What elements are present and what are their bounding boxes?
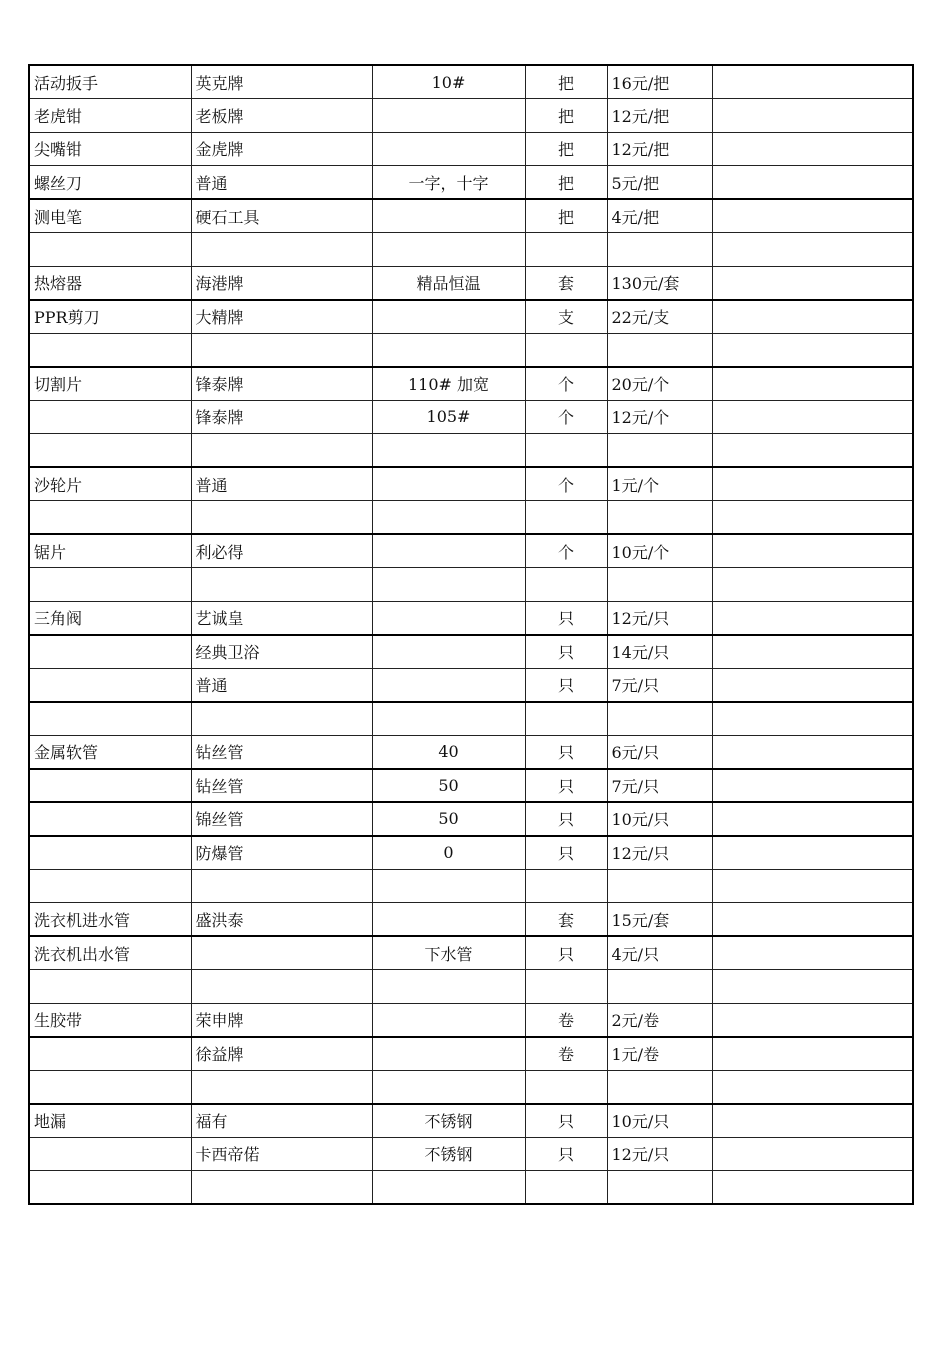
unit-cell: [525, 1171, 607, 1205]
table-row: [29, 601, 913, 635]
unit-cell: 套: [525, 266, 607, 300]
unit-cell: [525, 568, 607, 602]
spec-cell: 50: [372, 802, 525, 836]
note-cell: [712, 367, 913, 401]
item-name-cell: 沙轮片: [29, 467, 191, 501]
note-cell: [712, 802, 913, 836]
brand-cell: [191, 568, 372, 602]
brand-cell: 利必得: [191, 534, 372, 568]
note-cell: [712, 836, 913, 870]
spec-cell: 0: [372, 836, 525, 870]
item-name-cell: [29, 635, 191, 669]
price-cell: 130元/套: [607, 266, 712, 300]
unit-cell: 只: [525, 668, 607, 702]
price-cell: [607, 333, 712, 367]
note-cell: [712, 1037, 913, 1071]
note-cell: [712, 233, 913, 267]
table-row: [29, 802, 913, 836]
item-name-cell: 螺丝刀: [29, 166, 191, 200]
brand-cell: 大精牌: [191, 300, 372, 334]
spec-cell: [372, 1003, 525, 1037]
price-cell: [607, 970, 712, 1004]
spec-cell: [372, 568, 525, 602]
brand-cell: 普通: [191, 467, 372, 501]
table-row: [29, 769, 913, 803]
note-cell: [712, 333, 913, 367]
brand-cell: [191, 1171, 372, 1205]
price-cell: 4元/把: [607, 199, 712, 233]
spec-cell: [372, 970, 525, 1004]
brand-cell: 盛洪泰: [191, 903, 372, 937]
unit-cell: 只: [525, 1137, 607, 1171]
note-cell: [712, 769, 913, 803]
table-row: [29, 1104, 913, 1138]
note-cell: [712, 166, 913, 200]
item-name-cell: [29, 434, 191, 468]
item-name-cell: [29, 568, 191, 602]
table-row: [29, 266, 913, 300]
spec-cell: 50: [372, 769, 525, 803]
brand-cell: [191, 1070, 372, 1104]
price-list-body: [29, 65, 913, 1204]
note-cell: [712, 702, 913, 736]
price-cell: [607, 1070, 712, 1104]
brand-cell: 海港牌: [191, 266, 372, 300]
spec-cell: [372, 233, 525, 267]
price-cell: [607, 869, 712, 903]
spec-cell: [372, 668, 525, 702]
unit-cell: 只: [525, 836, 607, 870]
brand-cell: [191, 434, 372, 468]
unit-cell: 把: [525, 99, 607, 133]
price-cell: 2元/卷: [607, 1003, 712, 1037]
table-row: [29, 668, 913, 702]
brand-cell: 锦丝管: [191, 802, 372, 836]
note-cell: [712, 65, 913, 99]
unit-cell: 只: [525, 1104, 607, 1138]
table-row: [29, 99, 913, 133]
spec-cell: [372, 501, 525, 535]
spec-cell: [372, 333, 525, 367]
table-row: [29, 836, 913, 870]
unit-cell: 卷: [525, 1037, 607, 1071]
item-name-cell: 测电笔: [29, 199, 191, 233]
unit-cell: [525, 501, 607, 535]
brand-cell: 锋泰牌: [191, 400, 372, 434]
spec-cell: [372, 99, 525, 133]
item-name-cell: 洗衣机进水管: [29, 903, 191, 937]
item-name-cell: 地漏: [29, 1104, 191, 1138]
spec-cell: [372, 534, 525, 568]
note-cell: [712, 266, 913, 300]
brand-cell: 防爆管: [191, 836, 372, 870]
table-row: [29, 300, 913, 334]
table-row: [29, 1171, 913, 1205]
brand-cell: 金虎牌: [191, 132, 372, 166]
item-name-cell: 尖嘴钳: [29, 132, 191, 166]
spec-cell: [372, 702, 525, 736]
table-row: [29, 367, 913, 401]
note-cell: [712, 668, 913, 702]
item-name-cell: [29, 1137, 191, 1171]
brand-cell: 卡西帝偌: [191, 1137, 372, 1171]
unit-cell: 只: [525, 769, 607, 803]
price-cell: 15元/套: [607, 903, 712, 937]
item-name-cell: [29, 769, 191, 803]
price-cell: 12元/只: [607, 601, 712, 635]
note-cell: [712, 903, 913, 937]
spec-cell: 一字，十字: [372, 166, 525, 200]
unit-cell: 只: [525, 601, 607, 635]
note-cell: [712, 132, 913, 166]
brand-cell: 艺诚皇: [191, 601, 372, 635]
note-cell: [712, 99, 913, 133]
table-row: [29, 400, 913, 434]
unit-cell: [525, 1070, 607, 1104]
price-cell: 12元/只: [607, 1137, 712, 1171]
spec-cell: [372, 635, 525, 669]
note-cell: [712, 1003, 913, 1037]
price-cell: [607, 568, 712, 602]
price-cell: 1元/个: [607, 467, 712, 501]
price-cell: 10元/个: [607, 534, 712, 568]
brand-cell: 老板牌: [191, 99, 372, 133]
unit-cell: 个: [525, 534, 607, 568]
table-row: [29, 903, 913, 937]
brand-cell: [191, 970, 372, 1004]
note-cell: [712, 601, 913, 635]
brand-cell: 荣申牌: [191, 1003, 372, 1037]
table-row: [29, 467, 913, 501]
note-cell: [712, 300, 913, 334]
table-row: [29, 132, 913, 166]
unit-cell: [525, 970, 607, 1004]
item-name-cell: [29, 400, 191, 434]
item-name-cell: 热熔器: [29, 266, 191, 300]
brand-cell: 硬石工具: [191, 199, 372, 233]
unit-cell: [525, 333, 607, 367]
spec-cell: [372, 467, 525, 501]
item-name-cell: [29, 1171, 191, 1205]
item-name-cell: 生胶带: [29, 1003, 191, 1037]
table-row: [29, 1037, 913, 1071]
price-cell: 7元/只: [607, 668, 712, 702]
note-cell: [712, 400, 913, 434]
item-name-cell: 洗衣机出水管: [29, 936, 191, 970]
item-name-cell: [29, 702, 191, 736]
note-cell: [712, 501, 913, 535]
brand-cell: [191, 333, 372, 367]
brand-cell: 福有: [191, 1104, 372, 1138]
brand-cell: [191, 702, 372, 736]
spec-cell: [372, 300, 525, 334]
table-row: [29, 869, 913, 903]
unit-cell: [525, 434, 607, 468]
price-cell: [607, 501, 712, 535]
brand-cell: 英克牌: [191, 65, 372, 99]
note-cell: [712, 1104, 913, 1138]
table-row: [29, 936, 913, 970]
item-name-cell: [29, 501, 191, 535]
unit-cell: 卷: [525, 1003, 607, 1037]
price-cell: [607, 233, 712, 267]
note-cell: [712, 1137, 913, 1171]
price-cell: 6元/只: [607, 735, 712, 769]
note-cell: [712, 568, 913, 602]
item-name-cell: 切割片: [29, 367, 191, 401]
note-cell: [712, 434, 913, 468]
spec-cell: [372, 132, 525, 166]
price-cell: 20元/个: [607, 367, 712, 401]
item-name-cell: [29, 802, 191, 836]
unit-cell: [525, 869, 607, 903]
table-row: [29, 1070, 913, 1104]
unit-cell: 支: [525, 300, 607, 334]
item-name-cell: [29, 836, 191, 870]
price-cell: 7元/只: [607, 769, 712, 803]
note-cell: [712, 970, 913, 1004]
price-cell: [607, 434, 712, 468]
spec-cell: [372, 903, 525, 937]
note-cell: [712, 534, 913, 568]
brand-cell: 钻丝管: [191, 735, 372, 769]
brand-cell: [191, 501, 372, 535]
price-cell: 22元/支: [607, 300, 712, 334]
spec-cell: 下水管: [372, 936, 525, 970]
item-name-cell: 老虎钳: [29, 99, 191, 133]
spec-cell: [372, 434, 525, 468]
spec-cell: [372, 1037, 525, 1071]
price-cell: 14元/只: [607, 635, 712, 669]
table-row: [29, 970, 913, 1004]
table-row: [29, 434, 913, 468]
table-row: [29, 333, 913, 367]
table-row: [29, 501, 913, 535]
item-name-cell: 锯片: [29, 534, 191, 568]
item-name-cell: [29, 1037, 191, 1071]
item-name-cell: PPR剪刀: [29, 300, 191, 334]
price-cell: 12元/把: [607, 132, 712, 166]
unit-cell: 把: [525, 199, 607, 233]
unit-cell: 把: [525, 65, 607, 99]
brand-cell: 徐益牌: [191, 1037, 372, 1071]
price-cell: 5元/把: [607, 166, 712, 200]
spec-cell: 不锈钢: [372, 1137, 525, 1171]
table-row: [29, 635, 913, 669]
table-row: [29, 1003, 913, 1037]
note-cell: [712, 199, 913, 233]
spec-cell: 精品恒温: [372, 266, 525, 300]
item-name-cell: 活动扳手: [29, 65, 191, 99]
unit-cell: 把: [525, 132, 607, 166]
note-cell: [712, 869, 913, 903]
price-cell: 10元/只: [607, 1104, 712, 1138]
item-name-cell: [29, 333, 191, 367]
item-name-cell: [29, 668, 191, 702]
price-cell: 12元/只: [607, 836, 712, 870]
spec-cell: 40: [372, 735, 525, 769]
table-row: [29, 166, 913, 200]
note-cell: [712, 1171, 913, 1205]
price-cell: [607, 1171, 712, 1205]
unit-cell: [525, 233, 607, 267]
price-cell: 12元/个: [607, 400, 712, 434]
note-cell: [712, 467, 913, 501]
unit-cell: 只: [525, 735, 607, 769]
brand-cell: 经典卫浴: [191, 635, 372, 669]
item-name-cell: [29, 1070, 191, 1104]
brand-cell: 普通: [191, 668, 372, 702]
unit-cell: 套: [525, 903, 607, 937]
unit-cell: 把: [525, 166, 607, 200]
unit-cell: 只: [525, 936, 607, 970]
item-name-cell: [29, 970, 191, 1004]
note-cell: [712, 635, 913, 669]
price-list-table: [28, 64, 914, 1205]
price-cell: [607, 702, 712, 736]
brand-cell: 锋泰牌: [191, 367, 372, 401]
spec-cell: [372, 869, 525, 903]
unit-cell: 个: [525, 467, 607, 501]
brand-cell: 普通: [191, 166, 372, 200]
brand-cell: [191, 936, 372, 970]
table-row: [29, 233, 913, 267]
table-row: [29, 65, 913, 99]
brand-cell: [191, 869, 372, 903]
price-cell: 1元/卷: [607, 1037, 712, 1071]
unit-cell: [525, 702, 607, 736]
table-row: [29, 702, 913, 736]
price-cell: 12元/把: [607, 99, 712, 133]
unit-cell: 个: [525, 367, 607, 401]
spec-cell: 110# 加宽: [372, 367, 525, 401]
brand-cell: [191, 233, 372, 267]
table-row: [29, 534, 913, 568]
spec-cell: [372, 1070, 525, 1104]
spec-cell: 不锈钢: [372, 1104, 525, 1138]
unit-cell: 只: [525, 635, 607, 669]
note-cell: [712, 936, 913, 970]
spec-cell: 105#: [372, 400, 525, 434]
item-name-cell: 三角阀: [29, 601, 191, 635]
spec-cell: [372, 199, 525, 233]
note-cell: [712, 1070, 913, 1104]
price-cell: 16元/把: [607, 65, 712, 99]
spec-cell: 10#: [372, 65, 525, 99]
spec-cell: [372, 1171, 525, 1205]
item-name-cell: [29, 233, 191, 267]
item-name-cell: [29, 869, 191, 903]
unit-cell: 个: [525, 400, 607, 434]
unit-cell: 只: [525, 802, 607, 836]
table-row: [29, 1137, 913, 1171]
table-row: [29, 568, 913, 602]
brand-cell: 钻丝管: [191, 769, 372, 803]
note-cell: [712, 735, 913, 769]
spec-cell: [372, 601, 525, 635]
price-cell: 10元/只: [607, 802, 712, 836]
table-row: [29, 199, 913, 233]
price-cell: 4元/只: [607, 936, 712, 970]
table-row: [29, 735, 913, 769]
item-name-cell: 金属软管: [29, 735, 191, 769]
